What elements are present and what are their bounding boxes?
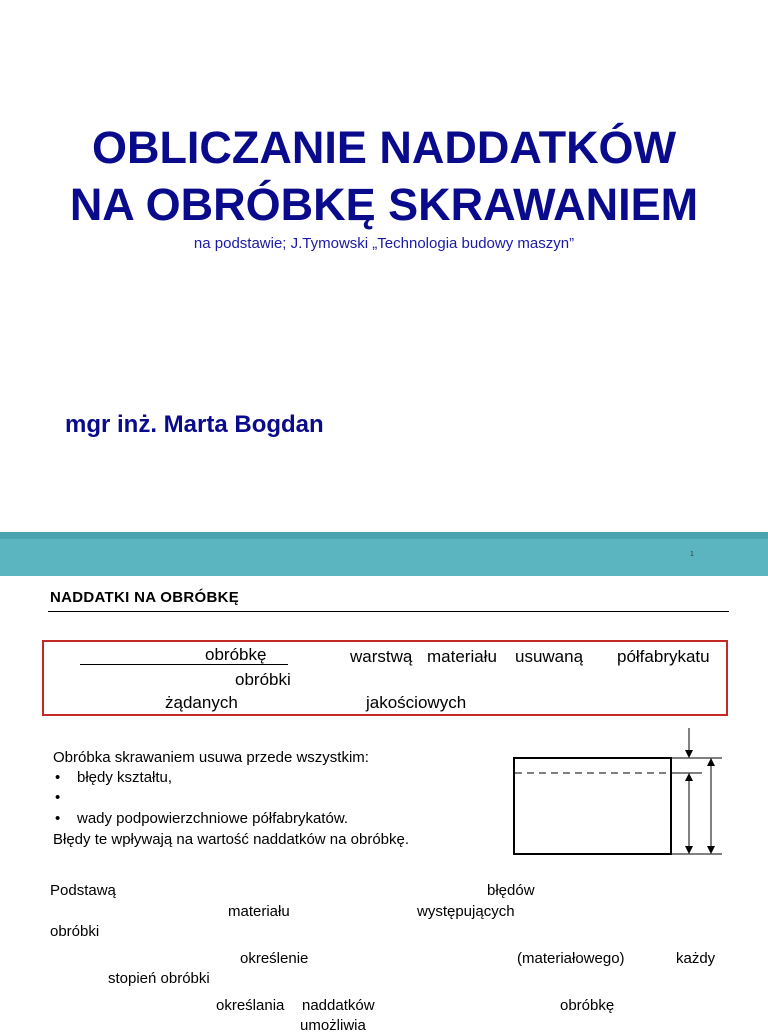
definition-word: usuwaną <box>515 647 584 666</box>
paragraph-word: stopień obróbki <box>108 970 210 987</box>
title-line-1: OBLICZANIE NADDATKÓW <box>91 122 677 173</box>
definition-word: warstwą <box>350 647 413 666</box>
dimension-inner-arrow-top <box>685 773 693 781</box>
definition-word: obróbki <box>235 670 291 689</box>
definition-word: jakościowych <box>366 693 467 712</box>
list-outro: Błędy te wpływają na wartość naddatków na obróbkę. <box>53 831 410 848</box>
paragraph-word: obróbkę <box>560 997 615 1014</box>
bullet-marker: • <box>55 789 61 806</box>
author: mgr inż. Marta Bogdan <box>65 411 324 438</box>
paragraph-word: błędów <box>487 882 535 899</box>
dimension-outer-arrow-top <box>707 758 715 766</box>
paragraph-word: określenie <box>240 950 309 967</box>
paragraph-word: określania <box>216 997 285 1014</box>
bullet-item: wady podpowierzchniowe półfabrykatów. <box>77 810 348 827</box>
footer-bar-top-stripe <box>0 532 768 539</box>
definition-word: żądanych <box>165 693 238 712</box>
allowance-arrow-head <box>685 750 693 758</box>
dimension-outer-arrow-bottom <box>707 846 715 854</box>
paragraph-word: każdy <box>676 950 716 967</box>
title-line-2: NA OBRÓBKĘ SKRAWANIEM <box>69 179 699 230</box>
paragraph-word: (materiałowego) <box>517 950 625 967</box>
bullet-marker: • <box>55 769 61 786</box>
bullet-marker: • <box>55 810 61 827</box>
paragraph-word: występujących <box>417 903 515 920</box>
paragraph-word: Podstawą <box>50 882 116 899</box>
definition-word: materiału <box>427 647 497 666</box>
heading-rule <box>48 611 729 612</box>
definition-word: obróbkę <box>205 645 267 664</box>
paragraph-word: materiału <box>228 903 290 920</box>
definition-word: półfabrykatu <box>617 647 710 666</box>
bullet-item: błędy kształtu, <box>77 769 173 786</box>
dimension-inner-arrow-bottom <box>685 846 693 854</box>
workpiece-rect <box>514 758 671 854</box>
paragraph-word: umożliwia <box>300 1017 366 1034</box>
section-heading: NADDATKI NA OBRÓBKĘ <box>50 589 240 606</box>
subtitle: na podstawie; J.Tymowski „Technologia budowy maszyn” <box>193 235 575 252</box>
list-intro: Obróbka skrawaniem usuwa przede wszystkim: <box>53 749 369 766</box>
paragraph-word: naddatków <box>302 997 375 1014</box>
allowance-diagram <box>508 728 728 860</box>
paragraph-word: obróbki <box>50 923 100 940</box>
page-number: 1 <box>690 551 694 558</box>
